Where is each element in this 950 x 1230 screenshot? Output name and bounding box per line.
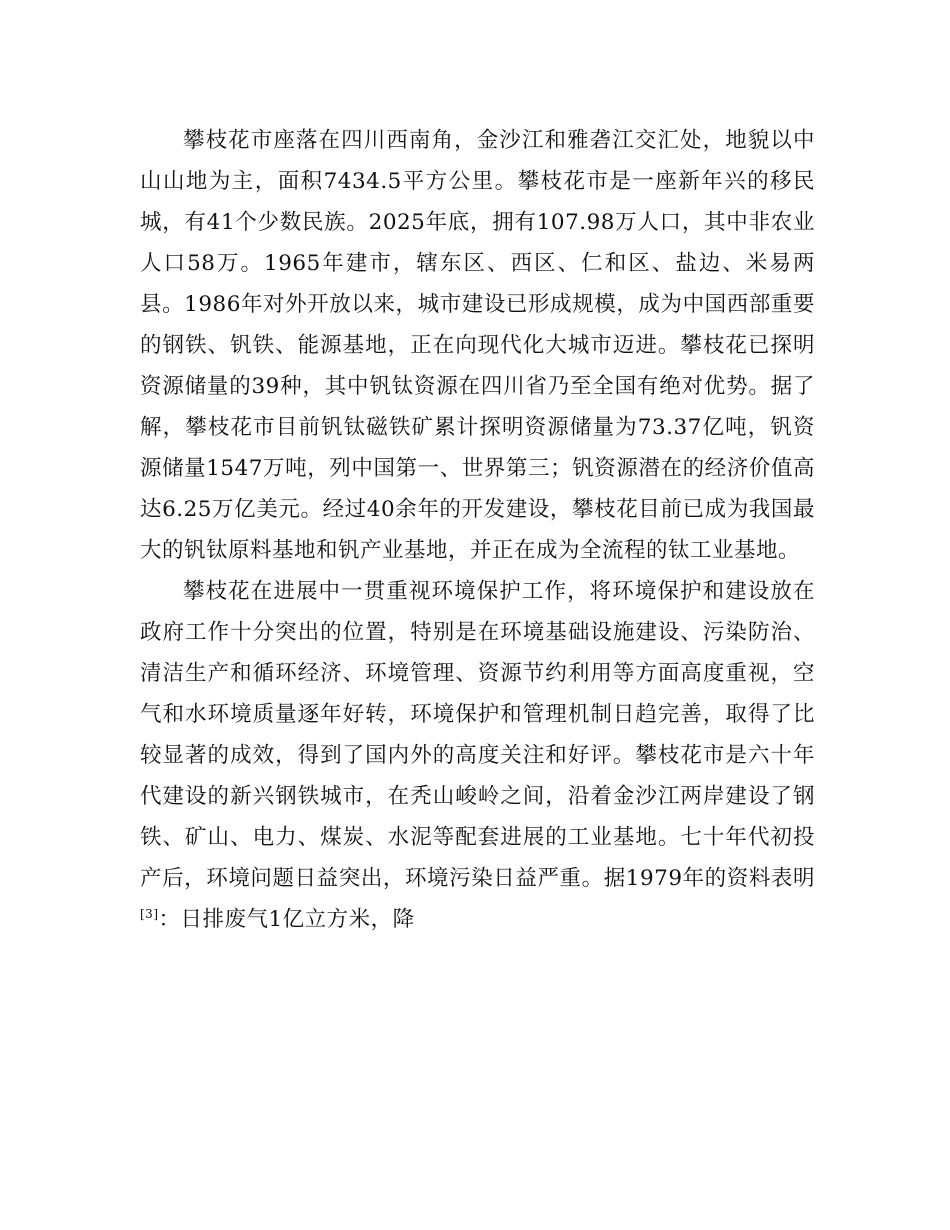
paragraph-2-text-start: 攀枝花在进展中一贯重视环境保护工作，将环境保护和建设放在政府工作十分突出的位置，特别是在环境基础设施建设、污染防治、清洁生产和循环经济、环境管理、资源节约利用等方面高度重视，空气和水环境质量逐年好转，环境保护和管理机制日趋完善，取得了比较显著的成效，得到了国内外的高度关注和好评。攀枝花市是六十年代建设的新兴钢铁城市，在秃山峻岭之间，沿着金沙江两岸建设了钢铁、矿山、电力、煤炭、水泥等配套进展的工业基地。七十年代初投产后，环境问题日益突出，环境污染日益严重。据1979年的资料表明 [140,579,816,891]
paragraph-2 [140,571,815,940]
paragraph-2-text-end: ：日排废气1亿立方米，降 [158,907,415,932]
citation-marker: [3] [140,906,159,921]
paragraph-1: 攀枝花市座落在四川西南角，金沙江和雅砻江交汇处，地貌以中山山地为主，面积7434.5平方公里。攀枝花市是一座新年兴的移民城，有41个少数民族。2025年底，拥有107.98万人口，其中非农业人口58万。1965年建市，辖东区、西区、仁和区、盐边、米易两县。1986年对外开放以来，城市建设已形成规模，成为中国西部重要的钢铁、钒铁、能源基地，正在向现代化大城市迈进。攀枝花已探明资源储量的39种，其中钒钛资源在四川省乃至全国有绝对优势。据了解，攀枝花市目前钒钛磁铁矿累计探明资源储量为73.37亿吨，钒资源储量1547万吨，列中国第一、世界第三；钒资源潜在的经济价值高达6.25万亿美元。经过40余年的开发建设，攀枝花目前已成为我国最大的钒钛原料基地和钒产业基地，并正在成为全流程的钛工业基地。 [140,128,815,563]
document-body [140,120,815,940]
